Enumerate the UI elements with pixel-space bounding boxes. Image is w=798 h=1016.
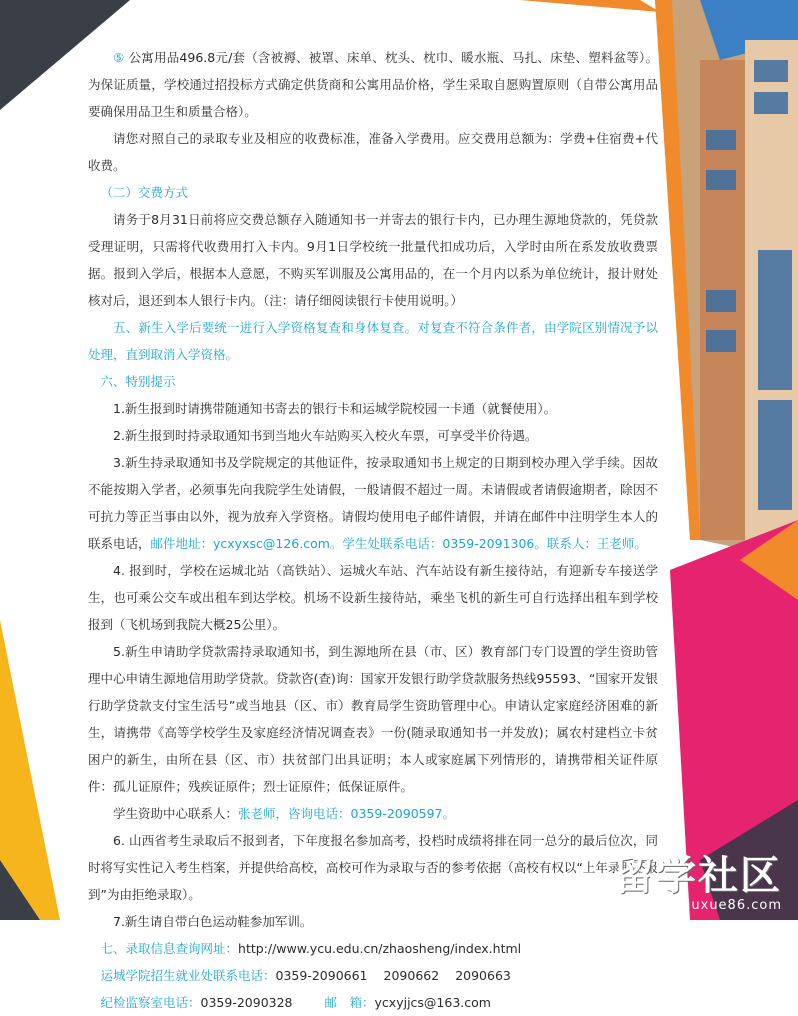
heading-special-notes: 六、特别提示 (100, 374, 176, 389)
admission-office-phone-2: 2090662 (383, 968, 440, 983)
admission-office-label: 运城学院招生就业处联系电话： (100, 968, 276, 983)
note-3-text: 3.新生持录取通知书及学院规定的其他证件，按录取通知书上规定的日期到校办理入学手续。因故不能按期入学者，必须事先向我院学生处请假，一般请假不超过一周。未请假或者请假逾期者，除因不可抗力等正当事由以外，视为放弃入学资格。请假均使用电子邮件请假，并请在邮件中注明学生本人的联系电话， (88, 455, 658, 551)
admission-query-label: 七、录取信息查询网址： (100, 941, 239, 956)
heading-payment-method: （二）交费方式 (100, 185, 189, 200)
note-5: 5.新生申请助学贷款需持录取通知书，到生源地所在县（市、区）教育部门专门设置的学生资助管理中心申请生源地信用助学贷款。贷款咨(查)询：国家开发银行助学贷款服务热线95593、“国家开发银行助学贷款支付宝生活号”或当地县（区、市）教育局学生资助管理中心。申请认定家庭经济困难的新生，请携带《高等学校学生及家庭经济情况调查表》一份(随录取通知书一并发放)；属农村建档立卡贫困户的新生，由所在县（区、市）扶贫部门出具证明；本人或家庭属下列情形的，请携带相关证件原件：孤儿证原件；残疾证原件；烈士证原件；低保证原件。 (88, 644, 658, 794)
aid-center-contact: 张老师，咨询电话：0359-2090597。 (238, 806, 456, 821)
discipline-office-line (88, 989, 658, 1016)
admission-office-phone-1: 0359-2090661 (275, 968, 368, 983)
aid-center-label: 学生资助中心联系人： (113, 806, 239, 821)
note-2: 2.新生报到时持录取通知书到当地火车站购买入校火车票，可享受半价待遇。 (113, 428, 538, 443)
circled-number-five: ⑤ (113, 50, 125, 65)
admission-office-line (88, 962, 658, 989)
paragraph-payment-details: 请务于8月31日前将应交费总额存入随通知书一并寄去的银行卡内，已办理生源地贷款的，凭贷款受理证明，只需将代收费用打入卡内。9月1日学校统一批量代扣成功后，入学时由所在系发放收费票据。报到入学后，根据本人意愿，不购买军训服及公寓用品的，在一个月内以系为单位统计，报计财处核对后，退还到本人银行卡内。（注：请仔细阅读银行卡使用说明。） (88, 212, 658, 308)
note-3 (88, 449, 658, 557)
note-4: 4. 报到时，学校在运城北站（高铁站）、运城火车站、汽车站设有新生接待站，有迎新专车接送学生，也可乘公交车或出租车到达学校。机场不设新生接待站，乘坐飞机的新生可自行选择出租车到学校报到（飞机场到我院大概25公里）。 (88, 563, 658, 632)
watermark-title: 留学社区 (614, 853, 782, 899)
paragraph-fee-total: 请您对照自己的录取专业及相应的收费标准，准备入学费用。应交费用总额为：学费+住宿费+代收费。 (88, 131, 658, 173)
note-5-contact-line (88, 800, 658, 827)
top-right-orange-shape (520, 0, 660, 12)
note-7: 7.新生请自带白色运动鞋参加军训。 (113, 914, 313, 929)
mail-label: 邮 箱： (324, 995, 375, 1010)
paragraph-apartment-items (88, 44, 658, 125)
watermark-url: bbs.liuxue86.com (650, 898, 782, 913)
note-6: 6. 山西省考生录取后不报到者，下年度报名参加高考，投档时成绩将排在同一总分的最后位次，同时将写实性记入考生档案，并提供给高校，高校可作为录取与否的参考依据（高校有权以“上年录取不报到”为由拒绝录取）。 (88, 833, 658, 902)
mail-value[interactable]: ycxyjjcs@163.com (374, 995, 491, 1010)
admission-query-line (88, 935, 658, 962)
discipline-label: 纪检监察室电话： (100, 995, 201, 1010)
note-1: 1.新生报到时请携带随通知书寄去的银行卡和运城学院校园一卡通（就餐使用）。 (113, 401, 557, 416)
discipline-phone: 0359-2090328 (200, 995, 293, 1010)
note-3-contact: 邮件地址：ycxyxsc@126.com。学生处联系电话：0359-2091306。联系人：王老师。 (150, 536, 647, 551)
watermark (614, 854, 782, 914)
apartment-items-text: 公寓用品496.8元/套（含被褥、被罩、床单、枕头、枕巾、暖水瓶、马扎、床垫、塑料盆等）。为保证质量，学校通过招投标方式确定供货商和公寓用品价格，学生采取自愿购置原则（自带公寓用品要确保用品卫生和质量合格）。 (88, 50, 658, 119)
admission-office-phone-3: 2090663 (455, 968, 511, 983)
notice-body (88, 44, 658, 1016)
admission-query-url[interactable]: http://www.ycu.edu.cn/zhaosheng/index.html (238, 941, 522, 956)
paragraph-qualification-review: 五、新生入学后要统一进行入学资格复查和身体复查。对复查不符合条件者，由学院区别情况予以处理，直到取消入学资格。 (88, 320, 658, 362)
